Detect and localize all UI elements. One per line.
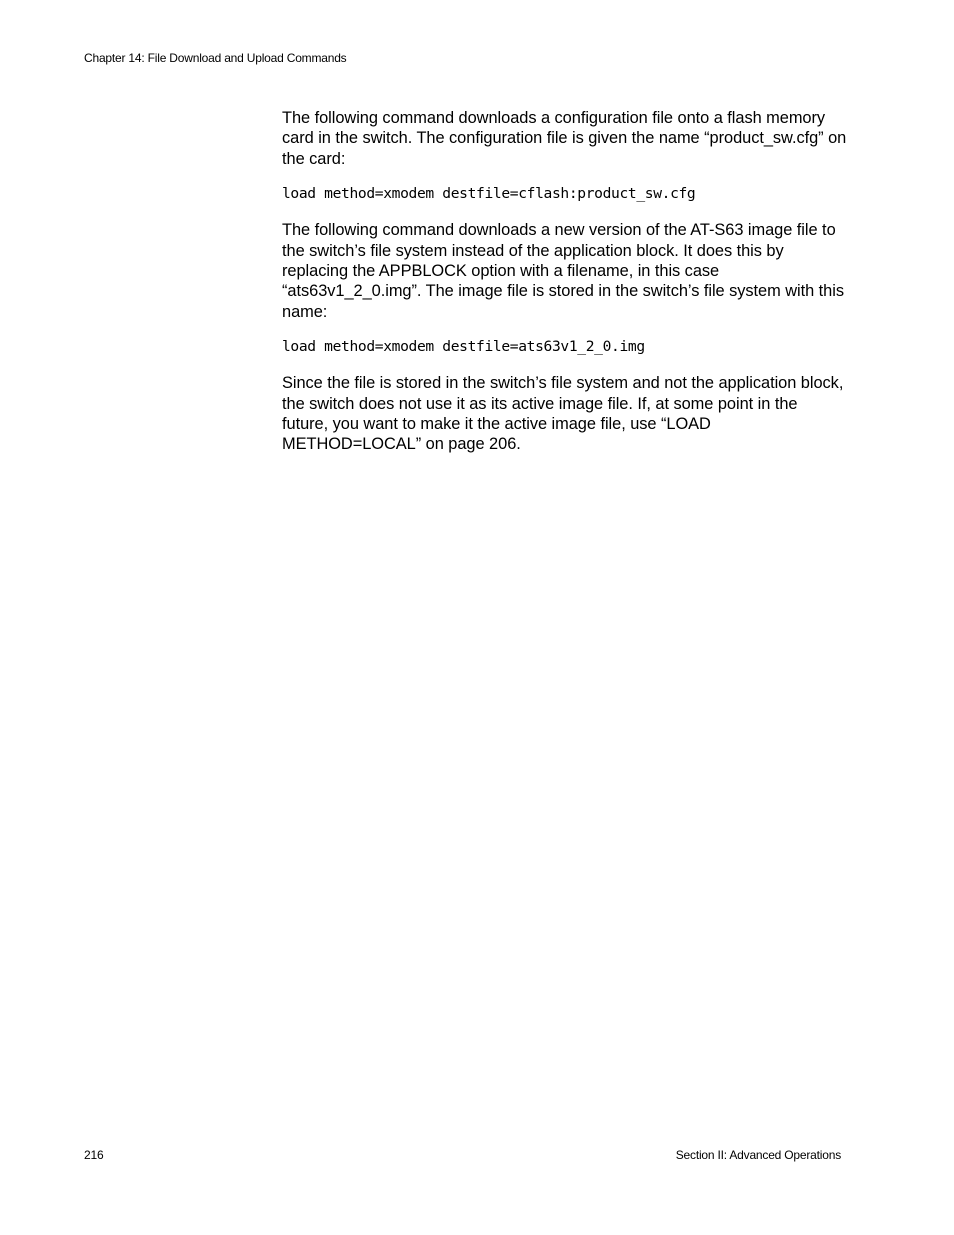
command-example-image: load method=xmodem destfile=ats63v1_2_0.img <box>282 338 645 356</box>
page-number: 216 <box>84 1148 104 1162</box>
command-example-cflash: load method=xmodem destfile=cflash:product_sw.cfg <box>282 185 696 203</box>
running-header: Chapter 14: File Download and Upload Commands <box>84 51 347 65</box>
paragraph-flash-download: The following command downloads a configuration file onto a flash memory card in the switch. The configuration file is given the name “product_sw.cfg” on the card: <box>282 109 847 168</box>
paragraph-active-image-note: Since the file is stored in the switch’s file system and not the application block, the switch does not use it as its active image file. If, at some point in the future, you want to make it the active image file, use “LOAD METHOD=LOCAL” on page 206. <box>282 374 844 454</box>
footer-section-title: Section II: Advanced Operations <box>675 1148 841 1162</box>
body-column <box>282 108 848 455</box>
paragraph-image-download: The following command downloads a new version of the AT-S63 image file to the switch’s file system instead of the application block. It does this by replacing the APPBLOCK option with a filename, in this case “ats63v1_2_0.img”. The image file is stored in the switch’s file system with this name: <box>282 221 844 321</box>
